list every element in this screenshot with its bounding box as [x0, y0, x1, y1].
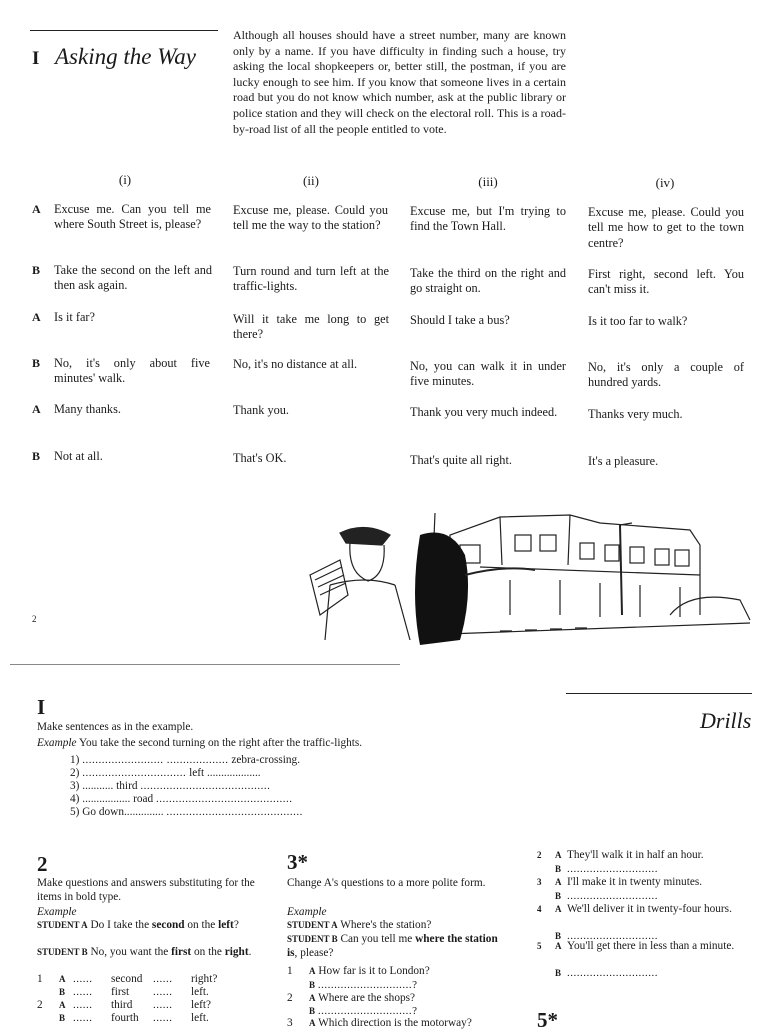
drill-item: B .............................? — [309, 1005, 418, 1017]
drill-item — [70, 767, 261, 781]
drill-item: B .............................? — [309, 979, 418, 991]
drill-3-student-a — [287, 919, 507, 933]
item-text: Which direction is the motorway? — [318, 1017, 472, 1029]
item-text: fourth — [111, 1012, 139, 1024]
item-text: You'll get there in less than a minute. — [567, 940, 735, 952]
street-illustration — [270, 505, 760, 645]
item-blank: ...... — [73, 1012, 93, 1024]
drill-item: 5 A You'll get there in less than a minute. — [537, 940, 735, 952]
text: , please? — [294, 946, 334, 959]
dialogue-cell: Should I take a bus? — [410, 313, 510, 327]
bold-text: where the station is — [287, 933, 498, 959]
item-number: 2 — [287, 992, 293, 1004]
item-text: Where are the shops? — [318, 992, 416, 1004]
dialogue-cell: Many thanks. — [54, 402, 121, 416]
dialogue-cell: That's quite all right. — [410, 453, 512, 467]
drill-item: 2 A They'll walk it in half an hour. — [537, 849, 704, 861]
column-header-ii: (ii) — [303, 173, 319, 188]
page-number: 2 — [32, 614, 37, 624]
item-text: first — [111, 986, 130, 998]
item-text: left. — [191, 1012, 209, 1024]
item-text: second — [111, 973, 143, 985]
item-blank: ................................ — [82, 767, 187, 779]
drill-item — [70, 806, 303, 820]
item-number: 5) — [70, 806, 80, 818]
dialogue-cell: No, it's only a couple of hundred yards. — [588, 360, 744, 390]
intro-paragraph: Although all houses should have a street number, many are known only by a name. If you have difficulty in finding such a house, try asking the local shopkeepers or, better still, the postman, if you are lucky enough to see him. If you know that someone lives in a certain road but you do not know which number, ask at the public library or police station and they will check on the electoral roll. This is a road-by-road list of all the people entitled to vote. — [233, 28, 566, 136]
dialogue-cell: No, it's no distance at all. — [233, 357, 358, 371]
bold-text: first — [171, 946, 192, 958]
dialogue-cell: Thank you. — [233, 403, 290, 417]
item-blank: .......................................... — [166, 806, 303, 818]
item-text: ................. road — [82, 793, 154, 805]
item-blank: .............................? — [317, 1005, 418, 1017]
dialogue-cell: Excuse me. Can you tell me where South Street is, please? — [54, 202, 211, 232]
drill-1-number: I — [37, 695, 46, 719]
student-label: STUDENT B — [37, 947, 88, 957]
item-number: 1 — [287, 965, 293, 977]
speaker-label: A — [59, 1000, 66, 1010]
item-blank: ............................ — [567, 967, 658, 979]
drill-1-instruction: Make sentences as in the example. — [37, 721, 194, 733]
drill-3-example-label: Example — [287, 906, 327, 918]
item-number: 2) — [70, 767, 80, 779]
speaker-label: B — [59, 1013, 66, 1023]
drill-3-student-b — [287, 933, 507, 960]
item-blank: ...... — [73, 986, 93, 998]
speaker-label: B — [59, 987, 66, 997]
dialogue-cell: No, you can walk it in under five minutes. — [410, 359, 566, 389]
example-label: Example — [37, 737, 77, 749]
dialogue-cell: Thank you very much indeed. — [410, 405, 558, 419]
speaker-label: A — [32, 310, 41, 324]
item-blank: ...... — [153, 1012, 173, 1024]
student-label: STUDENT B — [287, 934, 338, 944]
column-header-iv: (iv) — [655, 175, 675, 190]
drill-3-number: 3* — [287, 850, 308, 874]
item-text: Go down.............. — [82, 806, 164, 818]
item-number: 3) — [70, 780, 80, 792]
drill-item: B ............................ — [555, 863, 658, 875]
column-header-iii: (iii) — [478, 174, 498, 189]
text: on the — [184, 919, 219, 931]
item-blank: ...... — [73, 999, 93, 1011]
item-number: 1) — [70, 754, 80, 766]
title-rule — [30, 30, 218, 31]
item-text: left ................... — [189, 767, 261, 779]
drill-item: B ............................ — [555, 890, 658, 902]
dialogue-cell: That's OK. — [233, 451, 287, 465]
item-text: left? — [191, 999, 212, 1011]
dialogue-cell: Excuse me, please. Could you tell me how to get to the town centre? — [588, 205, 744, 250]
dialogue-cell: Take the third on the right and go straight on. — [410, 266, 566, 296]
drill-item: 3 A Which direction is the motorway? — [287, 1017, 472, 1029]
drill-item: 1 A How far is it to London? — [287, 965, 430, 977]
dialogue-cell: Take the second on the left and then ask again. — [54, 263, 212, 293]
item-blank: ...... — [153, 973, 173, 985]
drill-item — [37, 973, 262, 987]
text: ? — [233, 919, 239, 931]
drill-item — [70, 754, 300, 768]
bold-text: second — [151, 919, 185, 931]
drill-2-instruction: Make questions and answers substituting for the items in bold type. — [37, 877, 255, 903]
dialogue-cell: Not at all. — [54, 449, 103, 463]
drill-item: B ............................ — [555, 930, 658, 942]
drill-item — [70, 780, 270, 794]
item-blank: ...... — [153, 986, 173, 998]
drill-item: 4 A We'll deliver it in twenty-four hours. — [537, 903, 732, 915]
drill-item: 2 A Where are the shops? — [287, 992, 416, 1004]
drill-item — [37, 999, 262, 1013]
drill-2-number: 2 — [37, 852, 48, 876]
bold-text: right — [224, 946, 249, 958]
text: No, you want the — [90, 946, 172, 958]
example-text: You take the second turning on the right after the traffic-lights. — [78, 737, 363, 749]
drill-item — [37, 1012, 262, 1026]
drills-heading: Drills — [700, 708, 752, 733]
column-header-i: (i) — [118, 172, 132, 187]
item-text: ........... third — [82, 780, 138, 792]
dialogue-cell: Excuse me, but I'm trying to find the Town Hall. — [410, 204, 566, 234]
student-label: STUDENT A — [37, 920, 88, 930]
drill-item — [70, 793, 293, 807]
drill-2-example-label: Example — [37, 906, 77, 918]
item-text: We'll deliver it in twenty-four hours. — [567, 903, 732, 915]
item-blank: ............................ — [567, 863, 658, 875]
item-text: How far is it to London? — [318, 965, 430, 977]
item-blank: ............................ — [567, 890, 658, 902]
speaker-label: A — [32, 402, 41, 416]
speaker-label: B — [32, 356, 41, 370]
item-text: I'll make it in twenty minutes. — [567, 876, 703, 888]
drill-item — [37, 986, 262, 1000]
dialogue-cell: Excuse me, please. Could you tell me the way to the station? — [233, 203, 388, 233]
drills-rule — [566, 693, 752, 694]
text: Where's the station? — [340, 919, 432, 931]
item-blank: .......................................... — [156, 793, 293, 805]
dialogue-cell: Will it take me long to get there? — [233, 312, 389, 342]
dialogue-cell: It's a pleasure. — [588, 454, 659, 468]
item-blank: ......................... ................... — [82, 754, 229, 766]
item-blank: ...... — [153, 999, 173, 1011]
drill-2-student-a — [37, 919, 257, 933]
dialogue-cell: Is it far? — [54, 310, 95, 324]
item-text: zebra-crossing. — [231, 754, 301, 766]
item-text: They'll walk it in half an hour. — [567, 849, 704, 861]
item-blank: ........................................ — [140, 780, 271, 792]
speaker-label: B — [32, 263, 41, 277]
speaker-label: A — [32, 202, 41, 216]
item-number: 4 — [537, 904, 542, 914]
item-blank: ...... — [73, 973, 93, 985]
item-number: 4) — [70, 793, 80, 805]
item-number: 3 — [537, 877, 542, 887]
item-blank: .............................? — [317, 979, 418, 991]
drill-item: 3 A I'll make it in twenty minutes. — [537, 876, 703, 888]
drill-2-student-b — [37, 946, 257, 960]
drill-1-example — [37, 737, 362, 751]
bold-text: left — [218, 919, 234, 931]
speaker-label: B — [32, 449, 41, 463]
item-number: 3 — [287, 1017, 293, 1029]
page-separator — [10, 664, 400, 665]
dialogue-cell: Thanks very much. — [588, 407, 683, 421]
section-number: I — [32, 48, 40, 69]
drill-3-instruction: Change A's questions to a more polite form. — [287, 877, 486, 889]
dialogue-cell: Turn round and turn left at the traffic-lights. — [233, 264, 389, 294]
item-text: left. — [191, 986, 209, 998]
text: Can you tell me — [340, 933, 416, 945]
section-title: Asking the Way — [55, 44, 196, 69]
drill-5-number: 5* — [537, 1008, 558, 1032]
speaker-label: A — [59, 974, 66, 984]
item-number: 2 — [37, 999, 43, 1011]
text: on the — [191, 946, 225, 958]
item-number: 5 — [537, 941, 542, 951]
item-number: 1 — [37, 973, 43, 985]
dialogue-cell: No, it's only about five minutes' walk. — [54, 356, 210, 386]
student-label: STUDENT A — [287, 920, 338, 930]
item-text: right? — [191, 973, 218, 985]
item-text: third — [111, 999, 133, 1011]
text: Do I take the — [90, 919, 152, 931]
dialogue-cell: First right, second left. You can't miss it. — [588, 267, 744, 297]
item-blank: ............................ — [567, 930, 658, 942]
text: . — [248, 946, 252, 958]
item-number: 2 — [537, 850, 542, 860]
drill-item: B ............................ — [555, 967, 658, 979]
dialogue-cell: Is it too far to walk? — [588, 314, 688, 328]
